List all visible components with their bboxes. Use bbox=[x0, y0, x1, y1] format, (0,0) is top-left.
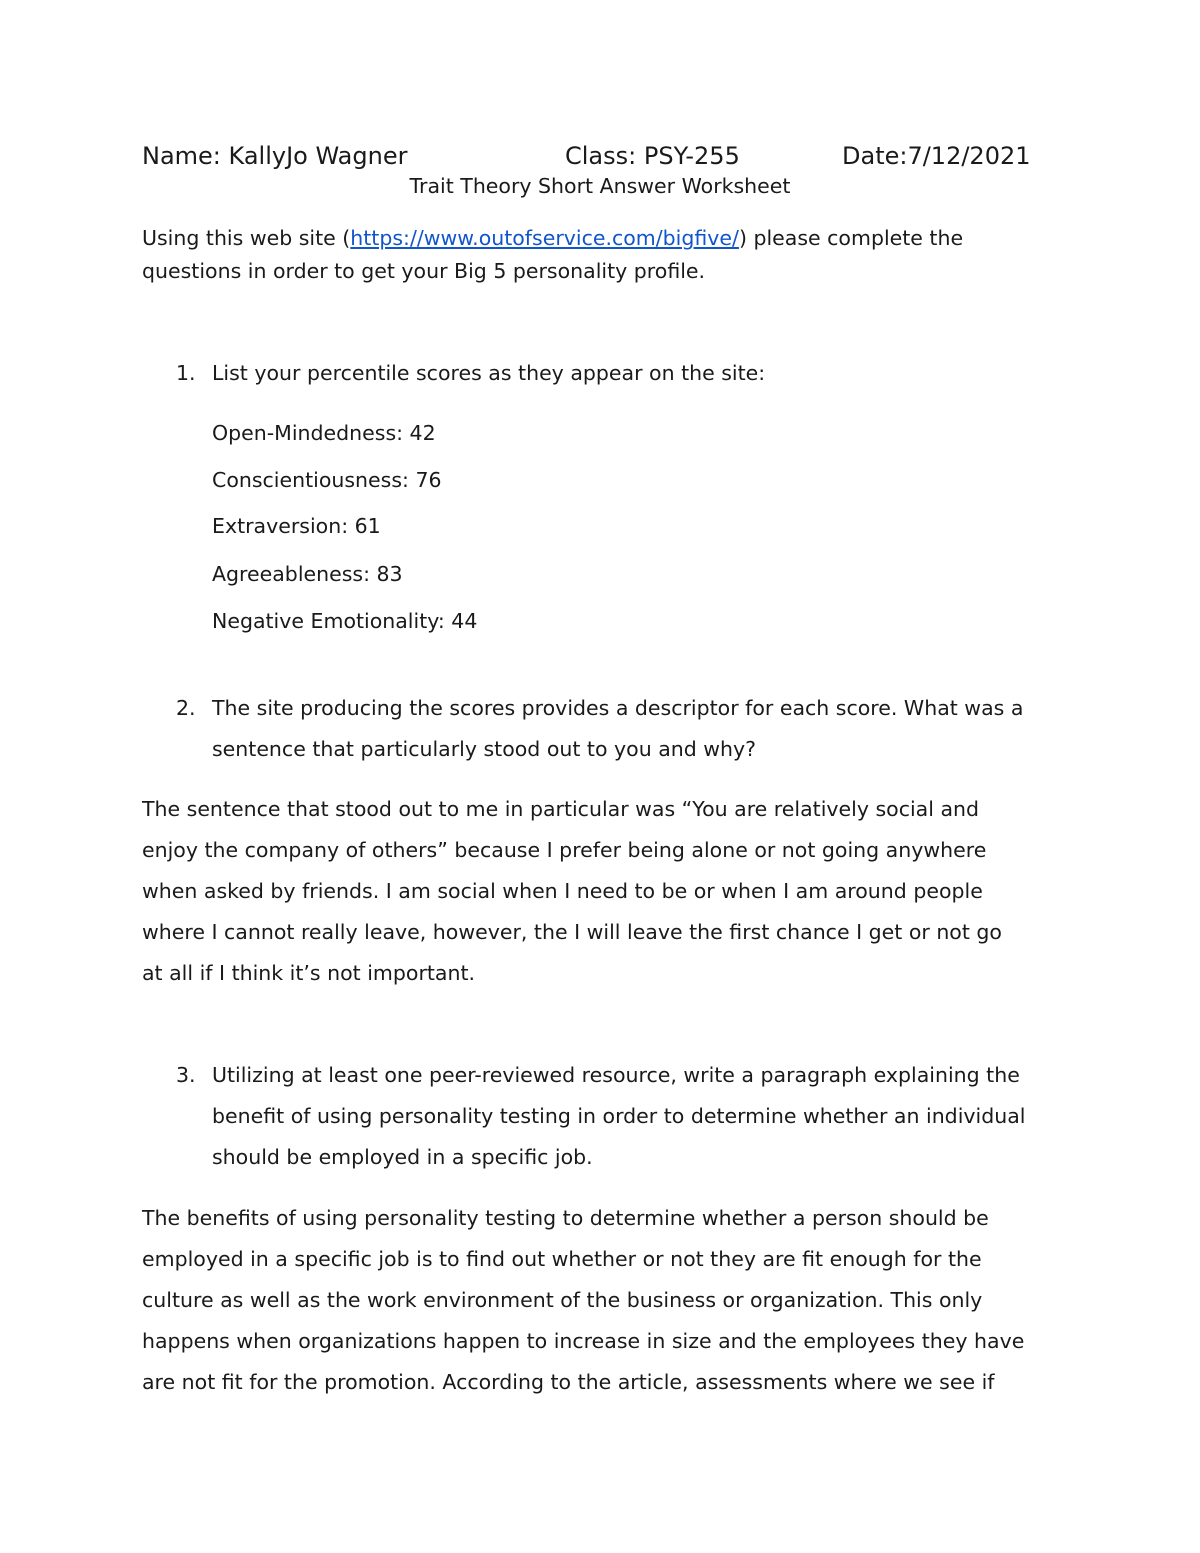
answer-3-line: happens when organizations happen to increase in size and the employees they have bbox=[142, 1329, 1025, 1353]
bigfive-website-link[interactable]: https://www.outofservice.com/bigfive/ bbox=[350, 226, 739, 250]
question-1-number: 1. bbox=[176, 361, 196, 385]
class-label: Class: PSY-255 bbox=[565, 142, 740, 170]
score-negative-emotionality: Negative Emotionality: 44 bbox=[212, 609, 478, 633]
question-2-number: 2. bbox=[176, 696, 196, 720]
intro-line-1 bbox=[142, 226, 963, 250]
date-label: Date:7/12/2021 bbox=[842, 142, 1031, 170]
worksheet-title: Trait Theory Short Answer Worksheet bbox=[409, 174, 791, 198]
answer-2-line: when asked by friends. I am social when I need to be or when I am around people bbox=[142, 879, 983, 903]
question-1-text: List your percentile scores as they appear on the site: bbox=[212, 361, 766, 385]
answer-2-line: enjoy the company of others” because I prefer being alone or not going anywhere bbox=[142, 838, 987, 862]
question-2-line: sentence that particularly stood out to you and why? bbox=[212, 737, 757, 761]
score-open-mindedness: Open-Mindedness: 42 bbox=[212, 421, 436, 445]
answer-2-line: at all if I think it’s not important. bbox=[142, 961, 476, 985]
answer-2-line: where I cannot really leave, however, the I will leave the first chance I get or not go bbox=[142, 920, 1002, 944]
question-3-number: 3. bbox=[176, 1063, 196, 1087]
question-2-line: The site producing the scores provides a descriptor for each score. What was a bbox=[212, 696, 1024, 720]
score-conscientiousness: Conscientiousness: 76 bbox=[212, 468, 442, 492]
answer-3-line: employed in a specific job is to find out whether or not they are fit enough for the bbox=[142, 1247, 982, 1271]
question-3-line: Utilizing at least one peer-reviewed resource, write a paragraph explaining the bbox=[212, 1063, 1020, 1087]
answer-3-line: are not fit for the promotion. According to the article, assessments where we see if bbox=[142, 1370, 995, 1394]
intro-text-before-link: Using this web site ( bbox=[142, 226, 351, 250]
score-extraversion: Extraversion: 61 bbox=[212, 514, 381, 538]
answer-2-line: The sentence that stood out to me in particular was “You are relatively social and bbox=[142, 797, 980, 821]
student-name: Name: KallyJo Wagner bbox=[142, 142, 408, 170]
score-agreeableness: Agreeableness: 83 bbox=[212, 562, 403, 586]
question-3-line: should be employed in a specific job. bbox=[212, 1145, 593, 1169]
answer-3-line: The benefits of using personality testing to determine whether a person should be bbox=[142, 1206, 989, 1230]
answer-3-line: culture as well as the work environment of the business or organization. This only bbox=[142, 1288, 983, 1312]
intro-line-2: questions in order to get your Big 5 personality profile. bbox=[142, 259, 706, 283]
question-3-line: benefit of using personality testing in order to determine whether an individual bbox=[212, 1104, 1026, 1128]
intro-text-after-link: ) please complete the bbox=[738, 226, 964, 250]
